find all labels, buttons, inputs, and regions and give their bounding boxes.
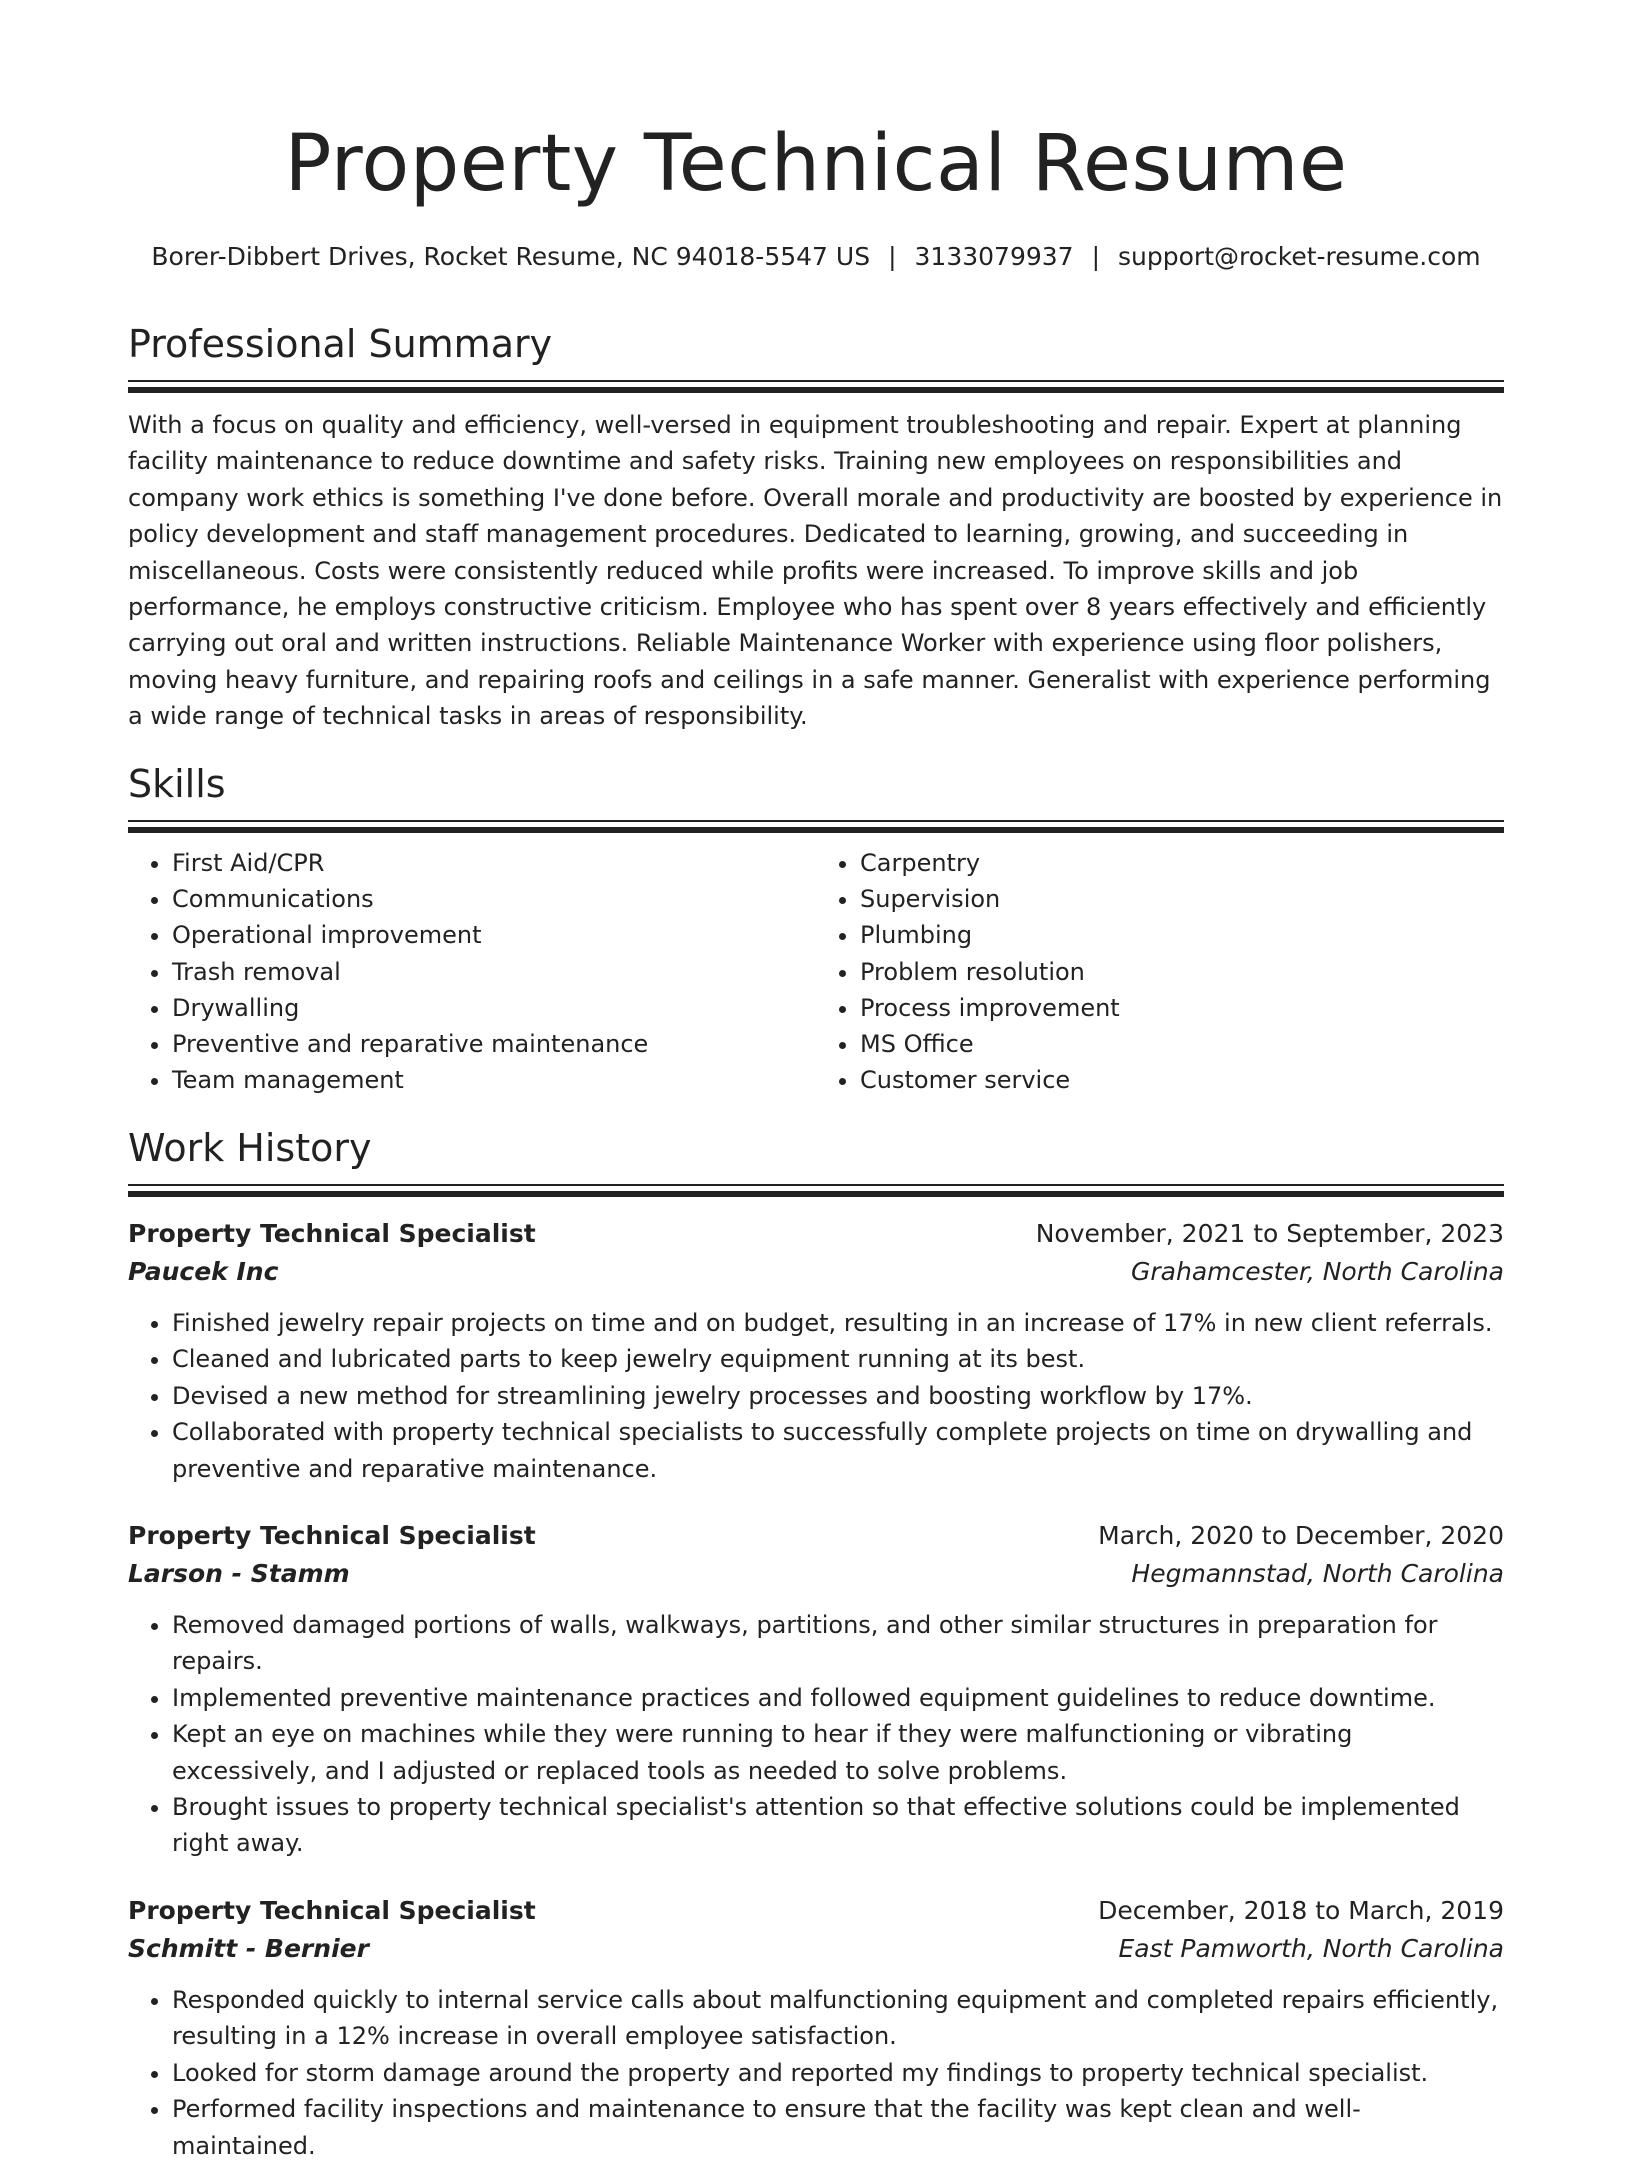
skill-item: • Plumbing (860, 917, 1504, 953)
job-bullet: • Collaborated with property technical specialists to successfully complete projects on time on drywalling and preventive and reparative maintenance. (172, 1414, 1504, 1487)
job-bullet: • Cleaned and lubricated parts to keep jewelry equipment running at its best. (172, 1341, 1504, 1377)
skill-item: • Team management (172, 1062, 816, 1098)
job-bullets (128, 1305, 1504, 1487)
job-dates: November, 2021 to September, 2023 (1035, 1219, 1504, 1248)
job-bullet: • Kept an eye on machines while they were running to hear if they were malfunctioning or vibrating excessively, and I adjusted or replaced tools as needed to solve problems. (172, 1716, 1504, 1789)
skill-item: • Trash removal (172, 954, 816, 990)
job-header-row (128, 1215, 1504, 1253)
job-entry (128, 1215, 1504, 1487)
job-company: Paucek Inc (128, 1257, 279, 1286)
skill-item: • Operational improvement (172, 917, 816, 953)
job-company-row (128, 1253, 1504, 1291)
job-dates: March, 2020 to December, 2020 (1098, 1521, 1504, 1551)
job-bullet: • Implemented preventive maintenance practices and followed equipment guidelines to reduce downtime. (172, 1680, 1504, 1716)
contact-address: Borer-Dibbert Drives, Rocket Resume, NC 94018-5547 US (151, 242, 871, 271)
summary-section (128, 320, 1504, 735)
section-rule (128, 820, 1504, 822)
skill-item: • Communications (172, 881, 816, 917)
summary-heading: Professional Summary (128, 322, 553, 366)
section-rule-thick (128, 387, 1504, 393)
job-title: Property Technical Specialist (128, 1895, 536, 1925)
job-bullet: • Finished jewelry repair projects on time and on budget, resulting in an increase of 17% in new client referrals. (172, 1305, 1504, 1341)
job-bullets (128, 1982, 1504, 2164)
job-dates: December, 2018 to March, 2019 (1098, 1895, 1504, 1925)
job-company: Schmitt - Bernier (128, 1933, 369, 1963)
job-title: Property Technical Specialist (128, 1219, 536, 1248)
skills-heading: Skills (128, 762, 226, 806)
contact-line (128, 240, 1504, 274)
job-header-row (128, 1517, 1504, 1555)
job-bullet: • Brought issues to property technical specialist's attention so that effective solutions could be implemented right away. (172, 1789, 1504, 1862)
contact-separator: | (888, 242, 897, 271)
contact-email[interactable]: support@rocket-resume.com (1118, 242, 1481, 271)
job-company-row (128, 1930, 1504, 1968)
job-title: Property Technical Specialist (128, 1521, 536, 1551)
section-rule (128, 380, 1504, 382)
job-location: Hegmannstad, North Carolina (1131, 1559, 1504, 1589)
job-company: Larson - Stamm (128, 1559, 350, 1589)
section-rule-thick (128, 827, 1504, 833)
skills-right-column (816, 845, 1504, 1098)
skill-item: • MS Office (860, 1026, 1504, 1062)
section-rule (128, 1184, 1504, 1186)
section-rule-thick (128, 1191, 1504, 1197)
job-entry (128, 1892, 1504, 2164)
work-history-heading: Work History (128, 1126, 372, 1170)
skill-item: • Customer service (860, 1062, 1504, 1098)
job-bullet: • Looked for storm damage around the property and reported my findings to property technical specialist. (172, 2055, 1504, 2091)
job-bullet: • Devised a new method for streamlining jewelry processes and boosting workflow by 17%. (172, 1378, 1504, 1414)
skill-item: • Supervision (860, 881, 1504, 917)
skill-item: • Problem resolution (860, 954, 1504, 990)
work-history-section (128, 1124, 1504, 2164)
job-bullet: • Performed facility inspections and maintenance to ensure that the facility was kept clean and well-maintained. (172, 2091, 1504, 2164)
contact-separator: | (1091, 242, 1101, 271)
resume-title: Property Technical Resume (284, 119, 1348, 209)
job-location: East Pamworth, North Carolina (1118, 1933, 1504, 1963)
skills-grid (128, 845, 1504, 1098)
job-bullets (128, 1607, 1504, 1862)
skills-left-column (128, 845, 816, 1098)
skill-item: • Preventive and reparative maintenance (172, 1026, 816, 1062)
job-location: Grahamcester, North Carolina (1131, 1257, 1504, 1286)
skill-item: • Carpentry (860, 845, 1504, 881)
job-bullet: • Responded quickly to internal service calls about malfunctioning equipment and completed repairs efficiently, resulting in a 12% increase in overall employee satisfaction. (172, 1982, 1504, 2055)
skill-item: • Drywalling (172, 990, 816, 1026)
job-bullet: • Removed damaged portions of walls, walkways, partitions, and other similar structures in preparation for repairs. (172, 1607, 1504, 1680)
job-header-row (128, 1892, 1504, 1930)
skill-item: • First Aid/CPR (172, 845, 816, 881)
summary-text: With a focus on quality and efficiency, well-versed in equipment troubleshooting and repair. Expert at planning facility maintenance to reduce downtime and safety risks. Training new employees on responsibilities and company work ethics is something I've done before. Overall morale and productivity are boosted by experience in policy development and staff management procedures. Dedicated to learning, growing, and succeeding in miscellaneous. Costs were consistently reduced while profits were increased. To improve skills and job performance, he employs constructive criticism. Employee who has spent over 8 years effectively and efficiently carrying out oral and written instructions. Reliable Maintenance Worker with experience using floor polishers, moving heavy furniture, and repairing roofs and ceilings in a safe manner. Generalist with experience performing a wide range of technical tasks in areas of responsibility. (128, 411, 1503, 731)
skills-section (128, 760, 1504, 1098)
skill-item: • Process improvement (860, 990, 1504, 1026)
job-company-row (128, 1555, 1504, 1593)
contact-phone: 3133079937 (914, 242, 1074, 271)
job-entry (128, 1517, 1504, 1862)
